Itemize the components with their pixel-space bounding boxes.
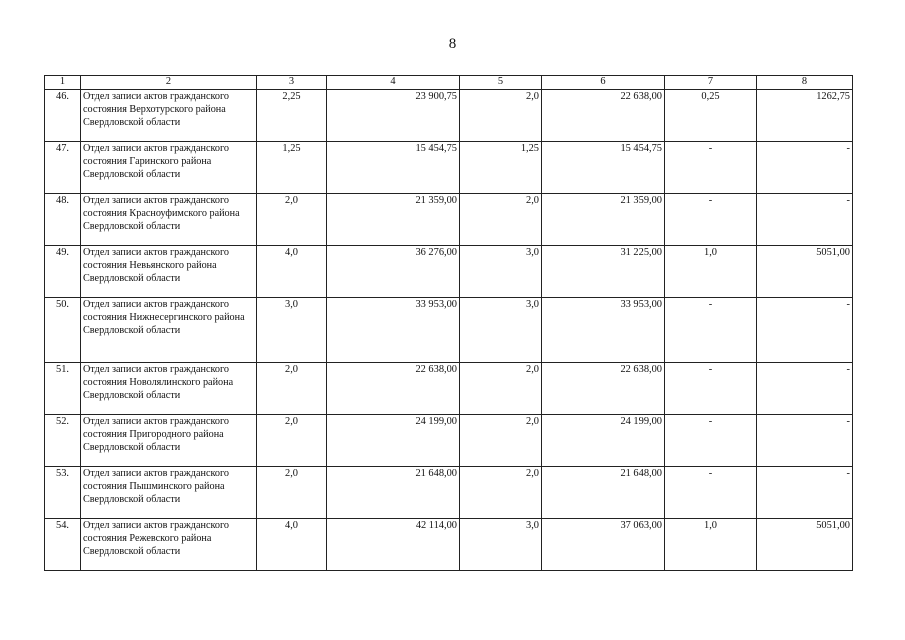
col-5-value: 2,0 bbox=[460, 363, 542, 415]
header-cell-3: 3 bbox=[257, 76, 327, 90]
col-7-value: - bbox=[665, 415, 757, 467]
col-3-value: 4,0 bbox=[257, 246, 327, 298]
col-3-value: 2,0 bbox=[257, 467, 327, 519]
col-7-value: 1,0 bbox=[665, 246, 757, 298]
col-3-value: 1,25 bbox=[257, 142, 327, 194]
col-4-value: 24 199,00 bbox=[327, 415, 460, 467]
col-8-value: - bbox=[757, 467, 853, 519]
office-name: Отдел записи актов гражданского состояния Режевского района Свердловской области bbox=[81, 519, 257, 571]
col-6-value: 31 225,00 bbox=[542, 246, 665, 298]
col-8-value: - bbox=[757, 298, 853, 363]
col-3-value: 2,0 bbox=[257, 363, 327, 415]
col-6-value: 15 454,75 bbox=[542, 142, 665, 194]
col-7-value: 0,25 bbox=[665, 90, 757, 142]
row-number: 50. bbox=[45, 298, 81, 363]
col-8-value: - bbox=[757, 363, 853, 415]
col-6-value: 22 638,00 bbox=[542, 363, 665, 415]
col-5-value: 2,0 bbox=[460, 415, 542, 467]
col-3-value: 3,0 bbox=[257, 298, 327, 363]
col-7-value: 1,0 bbox=[665, 519, 757, 571]
col-5-value: 1,25 bbox=[460, 142, 542, 194]
col-3-value: 2,0 bbox=[257, 415, 327, 467]
page-number: 8 bbox=[448, 36, 457, 52]
table-body bbox=[45, 90, 853, 571]
col-6-value: 21 359,00 bbox=[542, 194, 665, 246]
table-header bbox=[45, 76, 853, 90]
office-name: Отдел записи актов гражданского состояния Красноуфимского района Свердловской области bbox=[81, 194, 257, 246]
col-6-value: 22 638,00 bbox=[542, 90, 665, 142]
office-name: Отдел записи актов гражданского состояния Пышминского района Свердловской области bbox=[81, 467, 257, 519]
col-5-value: 2,0 bbox=[460, 194, 542, 246]
table-row bbox=[45, 194, 853, 246]
col-8-value: - bbox=[757, 194, 853, 246]
header-cell-2: 2 bbox=[81, 76, 257, 90]
office-name: Отдел записи актов гражданского состояния Невьянского района Свердловской области bbox=[81, 246, 257, 298]
header-cell-7: 7 bbox=[665, 76, 757, 90]
header-row bbox=[45, 76, 853, 90]
col-6-value: 21 648,00 bbox=[542, 467, 665, 519]
row-number: 54. bbox=[45, 519, 81, 571]
col-4-value: 15 454,75 bbox=[327, 142, 460, 194]
table-row bbox=[45, 90, 853, 142]
staff-table bbox=[44, 75, 853, 571]
col-3-value: 4,0 bbox=[257, 519, 327, 571]
header-cell-8: 8 bbox=[757, 76, 853, 90]
row-number: 46. bbox=[45, 90, 81, 142]
col-4-value: 21 359,00 bbox=[327, 194, 460, 246]
col-4-value: 42 114,00 bbox=[327, 519, 460, 571]
col-7-value: - bbox=[665, 194, 757, 246]
table-row bbox=[45, 467, 853, 519]
header-cell-6: 6 bbox=[542, 76, 665, 90]
office-name: Отдел записи актов гражданского состояния Новолялинского района Свердловской области bbox=[81, 363, 257, 415]
col-5-value: 2,0 bbox=[460, 467, 542, 519]
col-8-value: - bbox=[757, 415, 853, 467]
col-6-value: 33 953,00 bbox=[542, 298, 665, 363]
col-3-value: 2,0 bbox=[257, 194, 327, 246]
col-7-value: - bbox=[665, 363, 757, 415]
office-name: Отдел записи актов гражданского состояния Нижнесергинского района Свердловской области bbox=[81, 298, 257, 363]
col-7-value: - bbox=[665, 467, 757, 519]
col-8-value: - bbox=[757, 142, 853, 194]
col-7-value: - bbox=[665, 298, 757, 363]
table-row bbox=[45, 298, 853, 363]
col-5-value: 3,0 bbox=[460, 246, 542, 298]
col-8-value: 1262,75 bbox=[757, 90, 853, 142]
row-number: 48. bbox=[45, 194, 81, 246]
col-4-value: 36 276,00 bbox=[327, 246, 460, 298]
col-5-value: 2,0 bbox=[460, 90, 542, 142]
office-name: Отдел записи актов гражданского состояния Верхотурского района Свердловской области bbox=[81, 90, 257, 142]
col-4-value: 23 900,75 bbox=[327, 90, 460, 142]
header-cell-4: 4 bbox=[327, 76, 460, 90]
row-number: 53. bbox=[45, 467, 81, 519]
table-row bbox=[45, 415, 853, 467]
col-8-value: 5051,00 bbox=[757, 519, 853, 571]
col-4-value: 22 638,00 bbox=[327, 363, 460, 415]
table-row bbox=[45, 363, 853, 415]
col-3-value: 2,25 bbox=[257, 90, 327, 142]
col-6-value: 24 199,00 bbox=[542, 415, 665, 467]
col-5-value: 3,0 bbox=[460, 298, 542, 363]
col-4-value: 33 953,00 bbox=[327, 298, 460, 363]
col-6-value: 37 063,00 bbox=[542, 519, 665, 571]
col-4-value: 21 648,00 bbox=[327, 467, 460, 519]
office-name: Отдел записи актов гражданского состояния Пригородного района Свердловской области bbox=[81, 415, 257, 467]
row-number: 49. bbox=[45, 246, 81, 298]
col-8-value: 5051,00 bbox=[757, 246, 853, 298]
table-row bbox=[45, 246, 853, 298]
row-number: 52. bbox=[45, 415, 81, 467]
row-number: 51. bbox=[45, 363, 81, 415]
col-5-value: 3,0 bbox=[460, 519, 542, 571]
header-cell-5: 5 bbox=[460, 76, 542, 90]
office-name: Отдел записи актов гражданского состояния Гаринского района Свердловской области bbox=[81, 142, 257, 194]
table-row bbox=[45, 519, 853, 571]
table-row bbox=[45, 142, 853, 194]
row-number: 47. bbox=[45, 142, 81, 194]
header-cell-1: 1 bbox=[45, 76, 81, 90]
col-7-value: - bbox=[665, 142, 757, 194]
